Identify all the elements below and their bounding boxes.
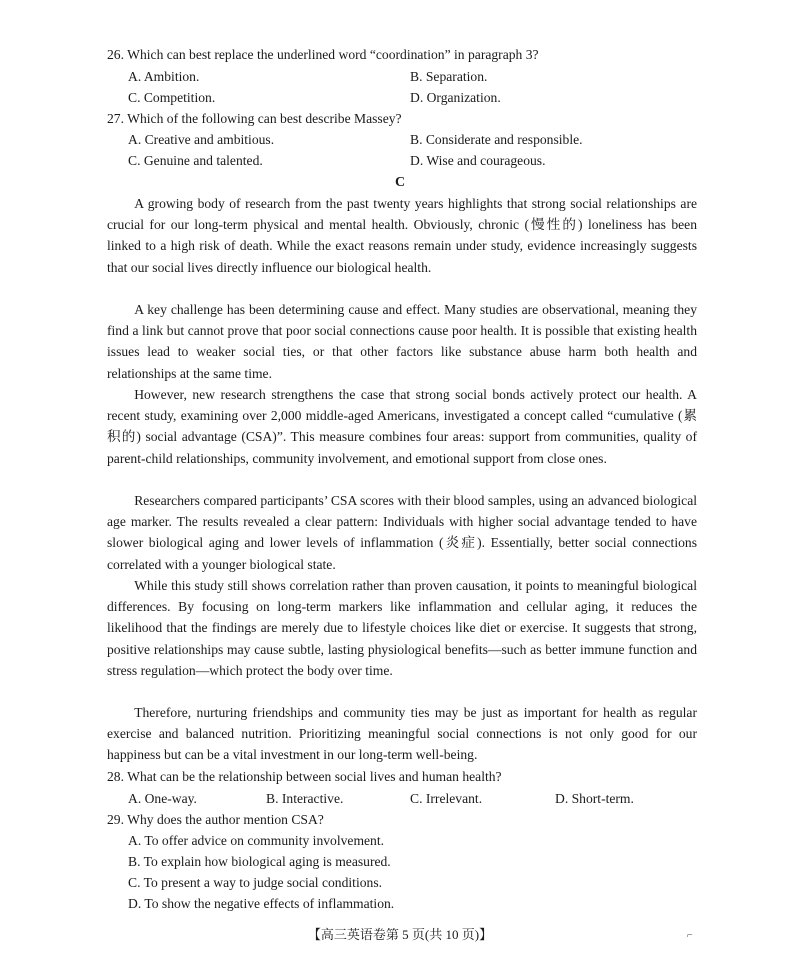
question-29-option-c: C. To present a way to judge social conditions. — [128, 875, 383, 890]
passage-paragraph-4: Researchers compared participants’ CSA scores with their blood samples, using an advanced biological age marker. The results revealed a clear pattern: Individuals with higher social advantage tended to have slower biological aging and lower levels of inflammation (炎症). Essentially, better social connections correlated with a younger biological state. — [107, 493, 697, 572]
passage-paragraph-5: While this study still shows correlation rather than proven causation, it points to meaningful biological differences. By focusing on long-term markers like inflammation and cellular aging, it reduces the likelihood that the findings are merely due to lifestyle choices like diet or exercise. It suggests that strong, positive relationships may cause subtle, lasting physiological benefits—such as better immune function and stress regulation—which protect the body over time. — [107, 578, 697, 678]
question-27-option-d: D. Wise and courageous. — [410, 153, 546, 168]
question-26-option-a: A. Ambition. — [128, 69, 200, 84]
passage-paragraph-2: A key challenge has been determining cause and effect. Many studies are observational, meaning they find a link but cannot prove that poor social connections cause poor health. It is possible that existing health issues lead to weaker social ties, or that other factors like substance abuse harm both health and relationships at the same time. — [107, 302, 697, 381]
question-28-option-a: A. One-way. — [128, 791, 197, 806]
page-footer: 【高三英语卷第 5 页(共 10 页)】 — [307, 927, 493, 942]
question-29-option-d: D. To show the negative effects of inflammation. — [128, 896, 395, 911]
question-26-option-c: C. Competition. — [128, 90, 216, 105]
question-28-option-c: C. Irrelevant. — [410, 791, 483, 806]
question-26-option-b: B. Separation. — [410, 69, 488, 84]
question-29-option-a: A. To offer advice on community involvement. — [128, 833, 385, 848]
corner-mark: ⌐ — [687, 930, 693, 941]
question-26-stem: 26. Which can best replace the underlined word “coordination” in paragraph 3? — [107, 47, 539, 62]
question-27-option-b: B. Considerate and responsible. — [410, 132, 583, 147]
question-29-option-b: B. To explain how biological aging is measured. — [128, 854, 391, 869]
section-heading: C — [394, 175, 406, 190]
question-27-option-c: C. Genuine and talented. — [128, 153, 263, 168]
question-27-option-a: A. Creative and ambitious. — [128, 132, 275, 147]
passage-paragraph-1: A growing body of research from the past twenty years highlights that strong social relationships are crucial for our long-term physical and mental health. Obviously, chronic (慢性的) loneliness has been linked to a high risk of death. While the exact reasons remain under study, evidence increasingly suggests that our social lives directly influence our biological health. — [107, 196, 697, 275]
question-28-option-b: B. Interactive. — [266, 791, 344, 806]
passage-paragraph-6: Therefore, nurturing friendships and community ties may be just as important for health as regular exercise and balanced nutrition. Prioritizing meaningful social connections is not only good for our happiness but can be a vital investment in our long-term well-being. — [107, 705, 697, 763]
question-26-option-d: D. Organization. — [410, 90, 501, 105]
question-27-stem: 27. Which of the following can best describe Massey? — [107, 111, 402, 126]
question-29-stem: 29. Why does the author mention CSA? — [107, 812, 324, 827]
question-28-stem: 28. What can be the relationship between social lives and human health? — [107, 769, 502, 784]
question-28-option-d: D. Short-term. — [555, 791, 634, 806]
passage-paragraph-3: However, new research strengthens the case that strong social bonds actively protect our health. A recent study, examining over 2,000 middle-aged Americans, investigated a concept called “cumulative (累积的) social advantage (CSA)”. This measure combines four areas: support from communities, quality of parent-child relationships, community involvement, and emotional support from close ones. — [107, 387, 697, 466]
